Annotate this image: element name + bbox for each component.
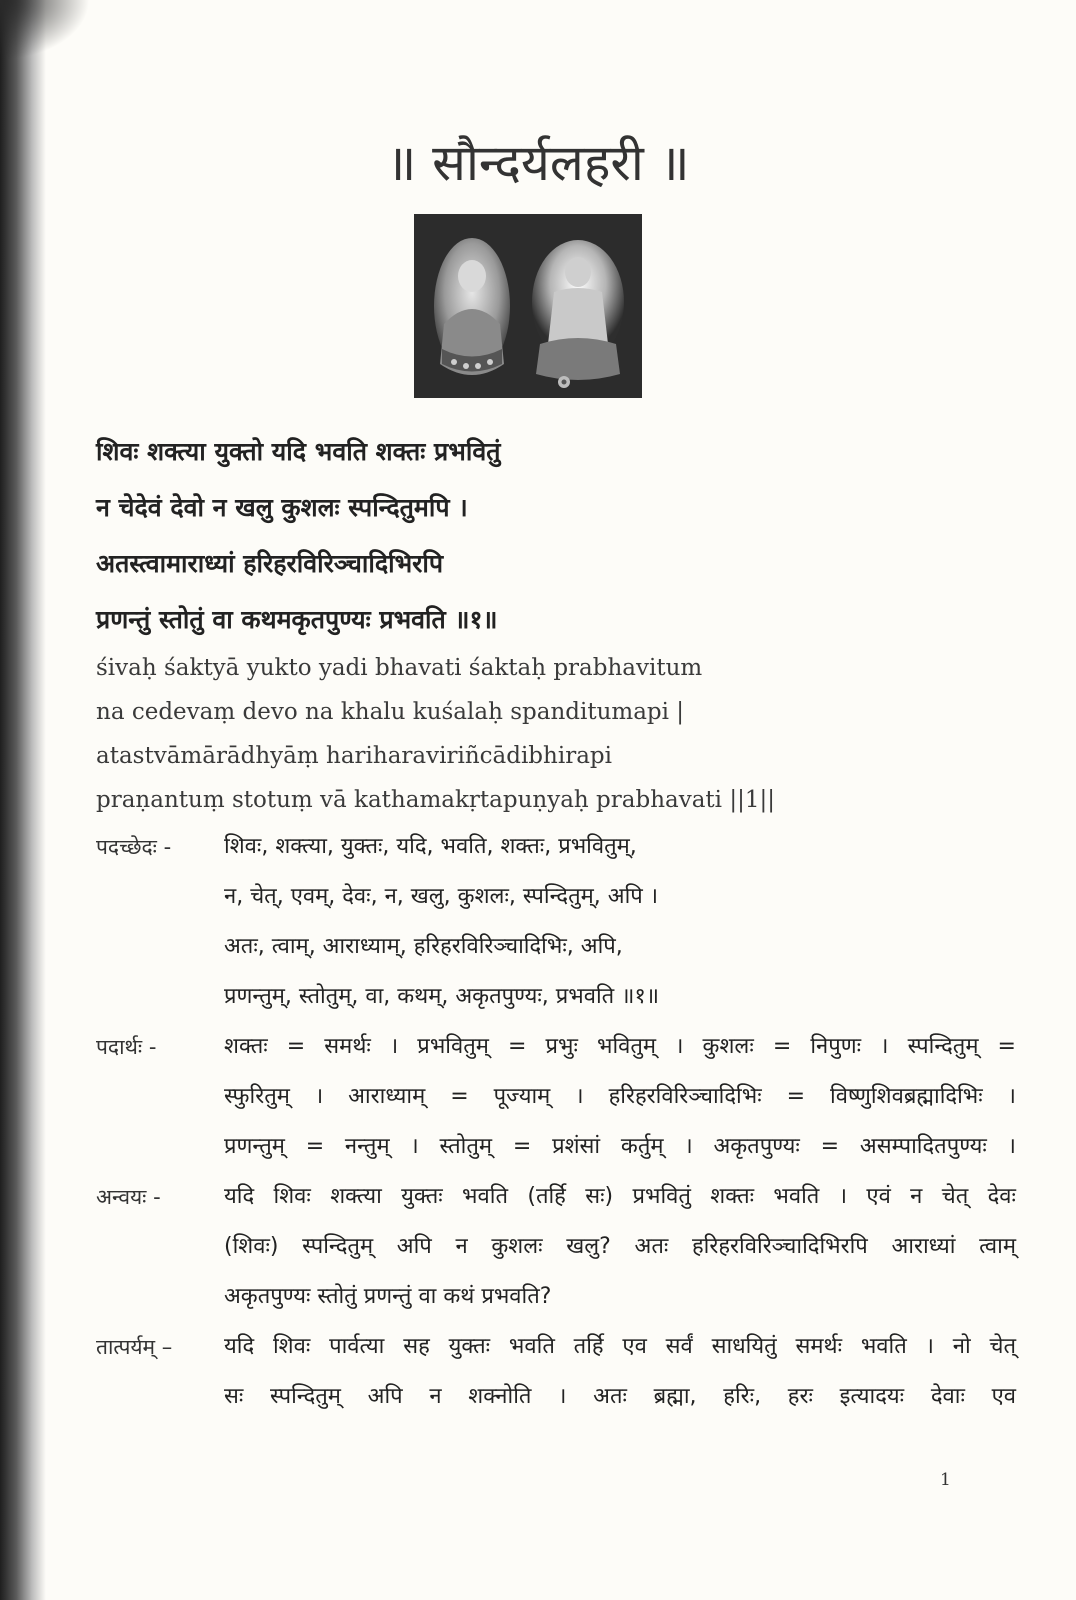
section-label: पदच्छेदः - xyxy=(96,835,172,859)
page-number: 1 xyxy=(940,1470,951,1490)
section-line: अतः, त्वाम्, आराध्याम्, हरिहरविरिञ्चादिभिः, अपि, xyxy=(224,934,623,959)
page-gutter-shadow xyxy=(0,0,46,1600)
section-line: शिवः, शक्त्या, युक्तः, यदि, भवति, शक्तः, प्रभवितुम्, xyxy=(224,834,637,859)
section-line: स्फुरितुम् । आराध्याम् = पूज्याम् । हरिहरविरिञ्चादिभिः = विष्णुशिवब्रह्मादिभिः । xyxy=(224,1084,1016,1109)
illustration-graphic xyxy=(414,214,642,398)
section-content xyxy=(224,822,1016,1022)
section-line: न, चेत्, एवम्, देवः, न, खलु, कुशलः, स्पन्दितुम्, अपि । xyxy=(224,884,659,909)
section-line: प्रणन्तुम्, स्तोतुम्, वा, कथम्, अकृतपुण्यः, प्रभवति ॥१॥ xyxy=(224,984,659,1009)
verse-line-4: प्रणन्तुं स्तोतुं वा कथमकृतपुण्यः प्रभवति ॥१॥ xyxy=(96,605,498,634)
section-label: तात्पर्यम् – xyxy=(96,1335,173,1359)
section-content xyxy=(224,1022,1016,1172)
section-line: प्रणन्तुम् = नन्तुम् । स्तोतुम् = प्रशंसां कर्तुम् । अकृतपुण्यः = असम्पादितपुण्यः । xyxy=(224,1134,1016,1159)
section-line: सः स्पन्दितुम् अपि न शक्नोति । अतः ब्रह्मा, हरिः, हरः इत्यादयः देवाः एव xyxy=(224,1384,1016,1409)
translit-line-4: praṇantuṃ stotuṃ vā kathamakṛtapuṇyaḥ prabhavati ||1|| xyxy=(96,787,775,813)
translit-line-1: śivaḥ śaktyā yukto yadi bhavati śaktaḥ prabhavitum xyxy=(96,655,703,681)
verse-line-3: अतस्त्वामाराध्यां हरिहरविरिञ्चादिभिरपि xyxy=(96,549,444,578)
deity-illustration xyxy=(414,214,642,398)
section-line: शक्तः = समर्थः । प्रभवितुम् = प्रभुः भवितुम् । कुशलः = निपुणः । स्पन्दितुम् = xyxy=(224,1034,1016,1059)
translit-line-2: na cedevaṃ devo na khalu kuśalaḥ spanditumapi | xyxy=(96,699,685,725)
verse-devanagari xyxy=(96,424,1016,648)
page-corner-shadow xyxy=(0,0,90,60)
section-label: पदार्थः - xyxy=(96,1035,157,1059)
section-line: अकृतपुण्यः स्तोतुं प्रणन्तुं वा कथं प्रभवति? xyxy=(224,1284,552,1309)
section-line: यदि शिवः शक्त्या युक्तः भवति (तर्हि सः) प्रभवितुं शक्तः भवति । एवं न चेत् देवः xyxy=(224,1184,1016,1209)
verse-line-2: न चेदेवं देवो न खलु कुशलः स्पन्दितुमपि । xyxy=(96,493,468,522)
section-line: (शिवः) स्पन्दितुम् अपि न कुशलः खलु? अतः हरिहरविरिञ्चादिभिरपि आराध्यां त्वाम् xyxy=(224,1234,1016,1259)
section-line: यदि शिवः पार्वत्या सह युक्तः भवति तर्हि एव सर्वं साधयितुं समर्थः भवति । नो चेत् xyxy=(224,1334,1016,1359)
section-content xyxy=(224,1322,1016,1422)
verse-transliteration xyxy=(96,646,1016,822)
section-label: अन्वयः - xyxy=(96,1185,161,1209)
page-title: ॥ सौन्दर्यलहरी ॥ xyxy=(386,134,690,192)
verse-line-1: शिवः शक्त्या युक्तो यदि भवति शक्तः प्रभवितुं xyxy=(96,437,501,466)
section-content xyxy=(224,1172,1016,1322)
translit-line-3: atastvāmārādhyāṃ hariharaviriñcādibhirapi xyxy=(96,743,612,769)
